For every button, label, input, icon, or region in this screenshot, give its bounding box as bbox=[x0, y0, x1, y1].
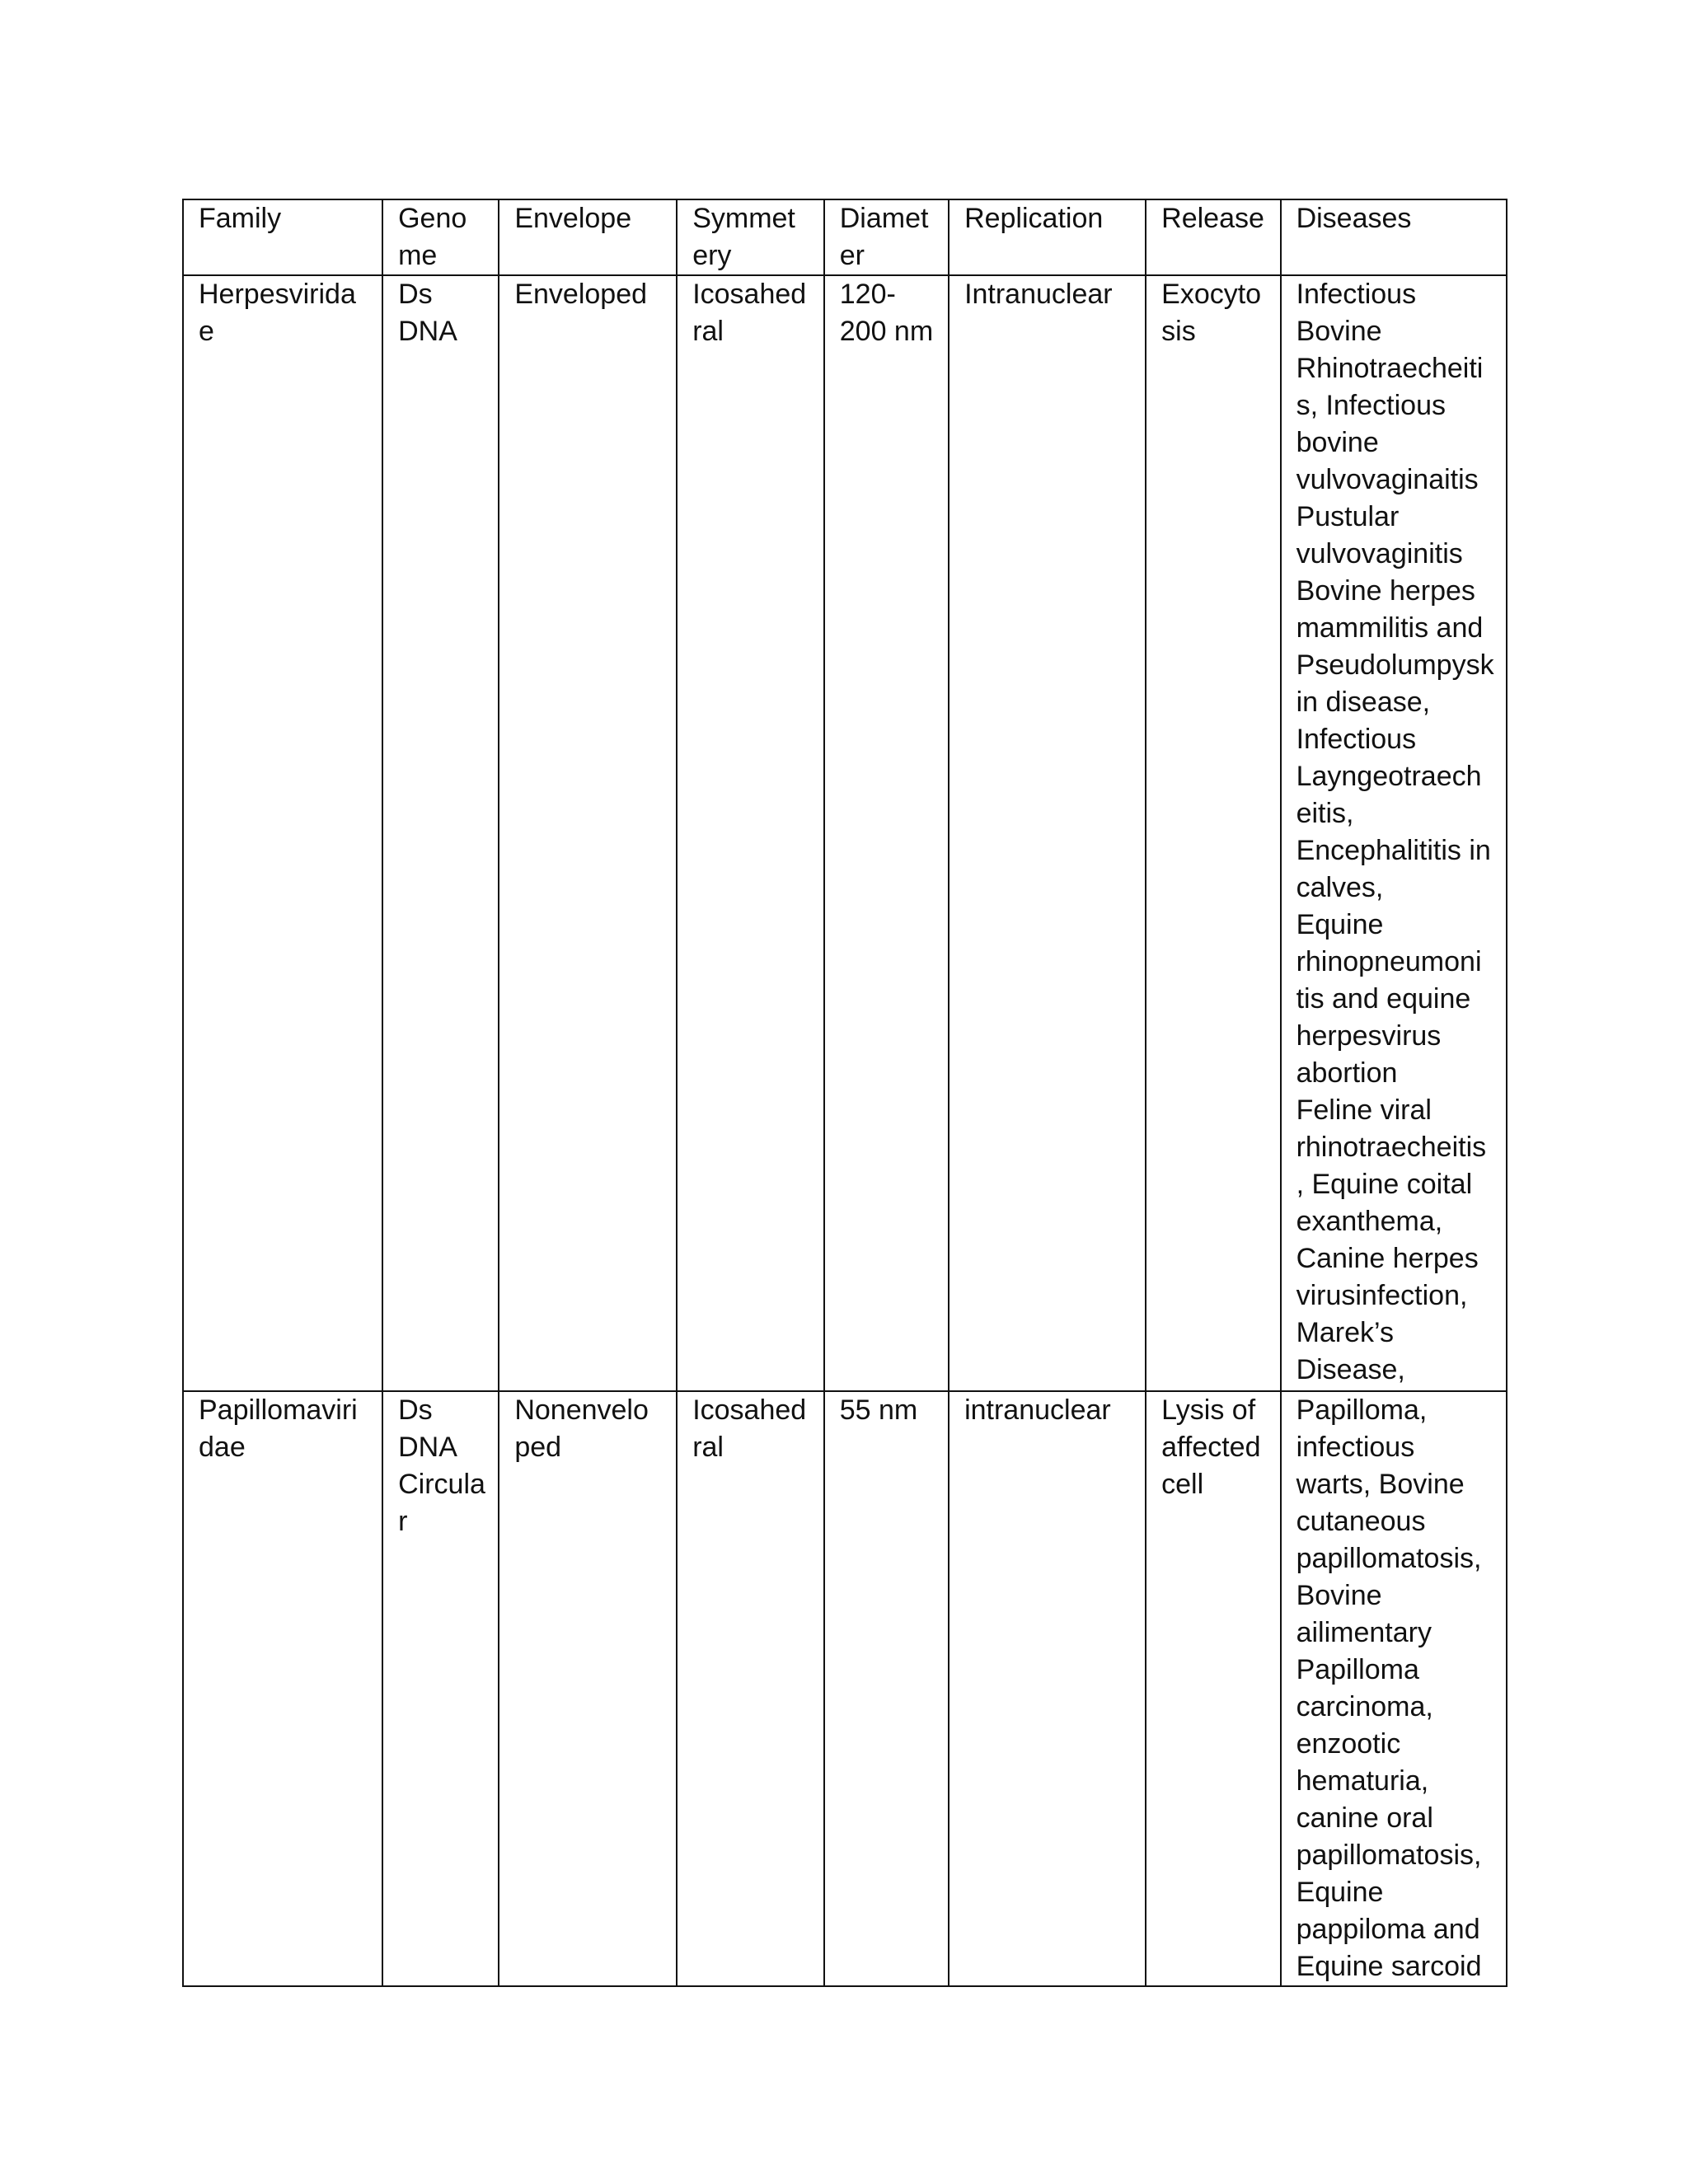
header-family: Family bbox=[183, 199, 382, 275]
header-genome: Geno me bbox=[382, 199, 499, 275]
cell-symmetry: Icosahed ral bbox=[677, 275, 824, 1391]
header-diseases: Diseases bbox=[1281, 199, 1507, 275]
cell-family: Papillomaviri dae bbox=[183, 1391, 382, 1986]
cell-release: Exocyto sis bbox=[1146, 275, 1280, 1391]
virus-family-table bbox=[182, 199, 1507, 1987]
cell-release: Lysis of affected cell bbox=[1146, 1391, 1280, 1986]
cell-diseases: Infectious Bovine Rhinotraecheiti s, Infectious bovine vulvovaginaitis Pustular vulvovaginitis Bovine herpes mammilitis and Pseudolumpysk in disease, Infectious Layngeotraech eitis, Encephalititis in calves, Equine rhinopneumoni tis and equine herpesvirus abortion Feline viral rhinotraecheitis , Equine coital exanthema, Canine herpes virusinfection, Marek’s Disease, bbox=[1281, 275, 1507, 1391]
cell-diseases: Papilloma, infectious warts, Bovine cutaneous papillomatosis, Bovine ailimentary Papilloma carcinoma, enzootic hematuria, canine oral papillomatosis, Equine pappiloma and Equine sarcoid bbox=[1281, 1391, 1507, 1986]
cell-genome: Ds DNA Circula r bbox=[382, 1391, 499, 1986]
cell-envelope: Enveloped bbox=[499, 275, 677, 1391]
cell-diameter: 120- 200 nm bbox=[824, 275, 949, 1391]
header-row bbox=[183, 199, 1507, 275]
cell-genome: Ds DNA bbox=[382, 275, 499, 1391]
table-row bbox=[183, 1391, 1507, 1986]
cell-family: Herpesvirida e bbox=[183, 275, 382, 1391]
header-replication: Replication bbox=[949, 199, 1146, 275]
header-symmetry: Symmet ery bbox=[677, 199, 824, 275]
cell-replication: Intranuclear bbox=[949, 275, 1146, 1391]
table-row bbox=[183, 275, 1507, 1391]
header-release: Release bbox=[1146, 199, 1280, 275]
header-diameter: Diamet er bbox=[824, 199, 949, 275]
cell-replication: intranuclear bbox=[949, 1391, 1146, 1986]
cell-symmetry: Icosahed ral bbox=[677, 1391, 824, 1986]
cell-envelope: Nonenvelo ped bbox=[499, 1391, 677, 1986]
header-envelope: Envelope bbox=[499, 199, 677, 275]
cell-diameter: 55 nm bbox=[824, 1391, 949, 1986]
